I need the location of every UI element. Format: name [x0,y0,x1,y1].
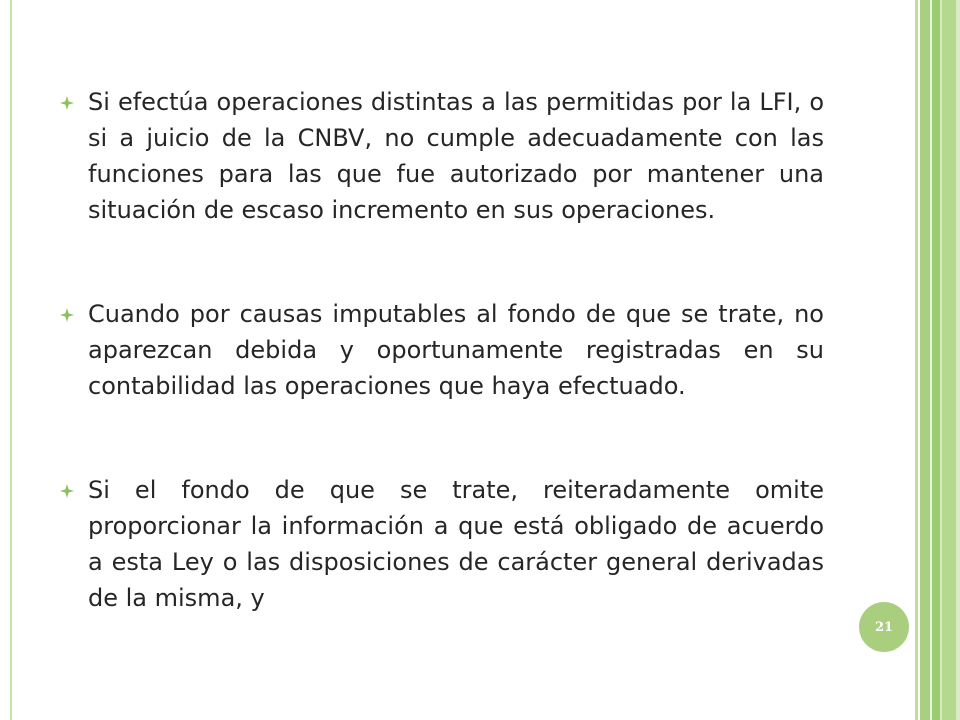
bullet-text: Si el fondo de que se trate, reiteradamente omite proporcionar la información a que está obligado de acuerdo a esta Ley o las disposiciones de carácter general derivadas de la misma, y [88,476,824,612]
diamond-bullet-icon [60,484,74,498]
page-number-badge [859,602,909,652]
bullet-item [60,84,824,228]
right-decor-stripe [942,0,956,720]
diamond-bullet-icon [60,308,74,322]
bullet-list [60,84,824,684]
right-decor-stripe [956,0,960,720]
diamond-bullet-icon [60,96,74,110]
right-decor-stripe [932,0,940,720]
bullet-text: Si efectúa operaciones distintas a las permitidas por la LFI, o si a juicio de la CNBV, no cumple adecuadamente con las funciones para las que fue autorizado por mantener una situación de escaso incremento en sus operaciones. [88,88,824,224]
bullet-item [60,472,824,616]
bullet-item [60,296,824,404]
right-decor-stripe [915,0,918,720]
bullet-text: Cuando por causas imputables al fondo de que se trate, no aparezcan debida y oportunamente registradas en su contabilidad las operaciones que haya efectuado. [88,300,824,400]
right-decor-stripe [920,0,930,720]
page-number: 21 [874,619,894,635]
